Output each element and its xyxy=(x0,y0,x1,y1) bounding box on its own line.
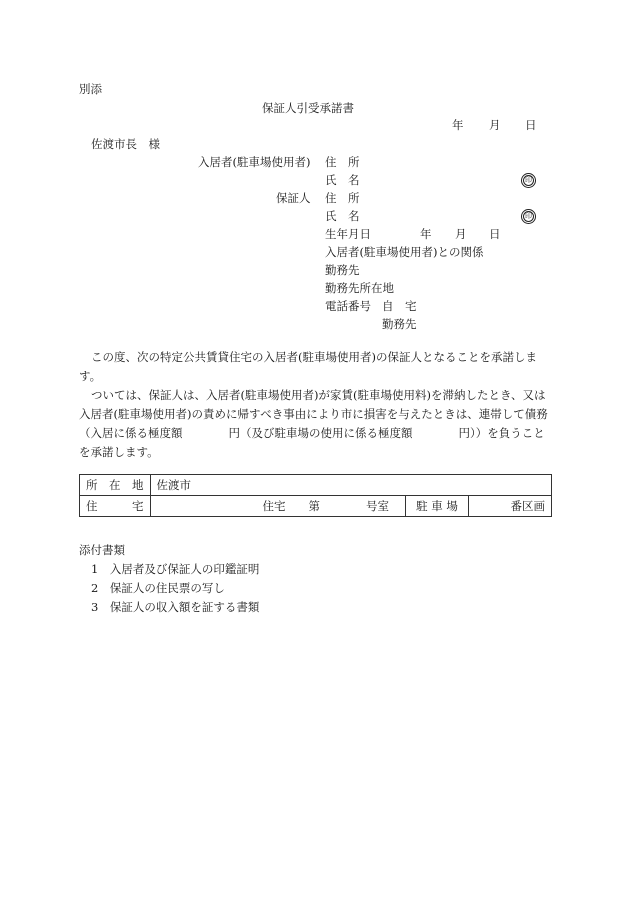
item-text: 入居者及び保証人の印鑑証明 xyxy=(109,562,260,576)
workplace-label: 勤務先 xyxy=(325,263,360,277)
birth-day: 日 xyxy=(489,227,501,241)
date-day: 日 xyxy=(525,118,537,132)
date-year: 年 xyxy=(452,118,464,132)
guarantor-seal xyxy=(521,209,536,224)
addressee: 佐渡市長 様 xyxy=(91,137,160,151)
attachment-item-2 xyxy=(91,580,225,596)
housing-label: 住 宅 xyxy=(80,496,151,517)
birth-year: 年 xyxy=(420,227,432,241)
phone-work-label: 勤務先 xyxy=(382,317,417,331)
document-title: 保証人引受承諾書 xyxy=(262,101,354,115)
item-text: 保証人の住民票の写し xyxy=(109,581,225,595)
seal-mark: 印 xyxy=(525,212,532,220)
attachments-heading: 添付書類 xyxy=(79,543,125,557)
liability-paragraph: ついては、保証人は、入居者(駐車場使用者)が家賃(駐車場使用料)を滞納したとき、又は入居者(駐車場使用者)の責めに帰すべき事由により市に損害を与えたときは、連帯して債務（入居に係る極度額 円（及び駐車場の使用に係る極度額 円））を負うことを承諾します。 xyxy=(79,388,548,459)
parking-value: 番区画 xyxy=(469,496,552,517)
item-text: 保証人の収入額を証する書類 xyxy=(109,600,260,614)
item-number: 1 xyxy=(91,562,99,576)
item-number: 2 xyxy=(91,581,99,595)
guarantor-label: 保証人 xyxy=(276,191,311,205)
date-month: 月 xyxy=(489,118,501,132)
relation-label: 入居者(駐車場使用者)との関係 xyxy=(325,245,484,259)
birth-label: 生年月日 xyxy=(325,227,371,241)
guarantor-address-label: 住 所 xyxy=(325,191,360,205)
tenant-label: 入居者(駐車場使用者) xyxy=(198,155,311,169)
table-row xyxy=(80,496,552,517)
guarantor-name-label: 氏 名 xyxy=(325,209,360,223)
parking-label: 駐 車 場 xyxy=(406,496,469,517)
phone-label: 電話番号 xyxy=(325,299,371,313)
attachment-item-1 xyxy=(91,561,259,577)
table-row xyxy=(80,475,552,496)
item-number: 3 xyxy=(91,600,99,614)
workplace-address-label: 勤務先所在地 xyxy=(325,281,394,295)
consent-paragraph: この度、次の特定公共賃貸住宅の入居者(駐車場使用者)の保証人となることを承諾します。 xyxy=(79,350,537,383)
phone-home-label: 自 宅 xyxy=(382,299,417,313)
tenant-seal xyxy=(521,173,536,188)
location-value: 佐渡市 xyxy=(150,475,552,496)
housing-value: 住宅 第 号室 xyxy=(150,496,406,517)
birth-month: 月 xyxy=(455,227,467,241)
property-table xyxy=(79,474,552,517)
attachment-label: 別添 xyxy=(79,82,102,96)
seal-mark: 印 xyxy=(525,176,532,184)
attachment-item-3 xyxy=(91,599,259,615)
tenant-name-label: 氏 名 xyxy=(325,173,360,187)
tenant-address-label: 住 所 xyxy=(325,155,360,169)
location-label: 所 在 地 xyxy=(80,475,151,496)
